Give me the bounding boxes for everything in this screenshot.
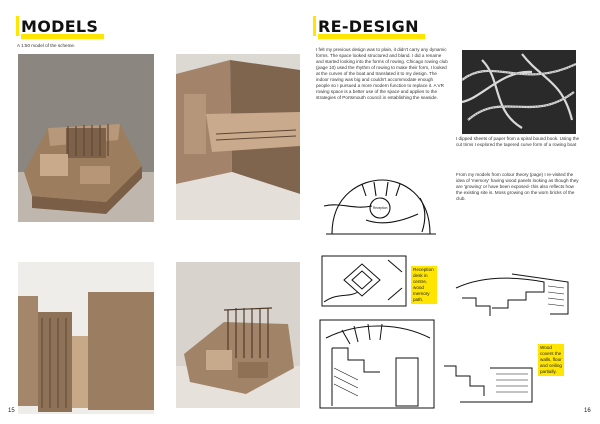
model-photo-1 (18, 54, 154, 222)
model-photo-3 (18, 262, 154, 414)
sketch-stair-section-lower (440, 358, 536, 410)
right-heading-wrap (318, 18, 419, 37)
sketch-stair-section-upper (452, 268, 578, 328)
sketch-reception-plan (318, 252, 410, 310)
heading-accent-bar-left (16, 16, 19, 36)
redesign-intro-text: I felt my previous design was to plain, it didn't carry any dynamic forms. The space looked structured and bland. I did a rename and started looking into the forms of rowing. Chicago rowing club (page 10) used the rhythm of rowing to make their form, I looked at the curves of the boat and translated it to my design. The indoor rowing was big and couldn't accommodate enough people so I pursued a more modern function to replace it. A VR rowing space is a better use of the space and applies to the strategies of Portsmouth council in establishing the seaside. (316, 47, 448, 100)
model-photo-2 (176, 54, 300, 220)
paper-strip-caption: I dipped sheets of paper from a spiral bound book. Using the cut trims I explored the tapered curve form of a rowing boat (456, 136, 580, 147)
sketch-interior-perspective (318, 318, 436, 410)
sketch-dome-plan (322, 170, 440, 244)
right-page-number: 16 (584, 408, 591, 414)
models-heading: MODELS (21, 17, 99, 36)
left-page-number: 15 (8, 408, 15, 414)
model-photo-4 (176, 262, 300, 408)
note-wood: Wood covers the walls, floor and ceiling partially. (538, 344, 564, 376)
note-reception: Reception desk in centre, wood memory path. (411, 266, 437, 304)
paper-strip-photo (462, 50, 576, 134)
model-caption: A 1:50 model of the scheme. (17, 43, 76, 48)
heading-accent-bar-right (313, 16, 316, 36)
redesign-heading: RE-DESIGN (318, 17, 419, 36)
colour-theory-text: From my models from colour theory (page) I re-visited the idea of 'memory' having wood panels looking as though they are 'growing' or have been exposed- this also reflects how the existing site is. Moss growing on the worn bricks of the club. (456, 172, 579, 201)
left-heading-wrap (21, 18, 98, 37)
sketch-reception-label: Reception (373, 206, 388, 210)
